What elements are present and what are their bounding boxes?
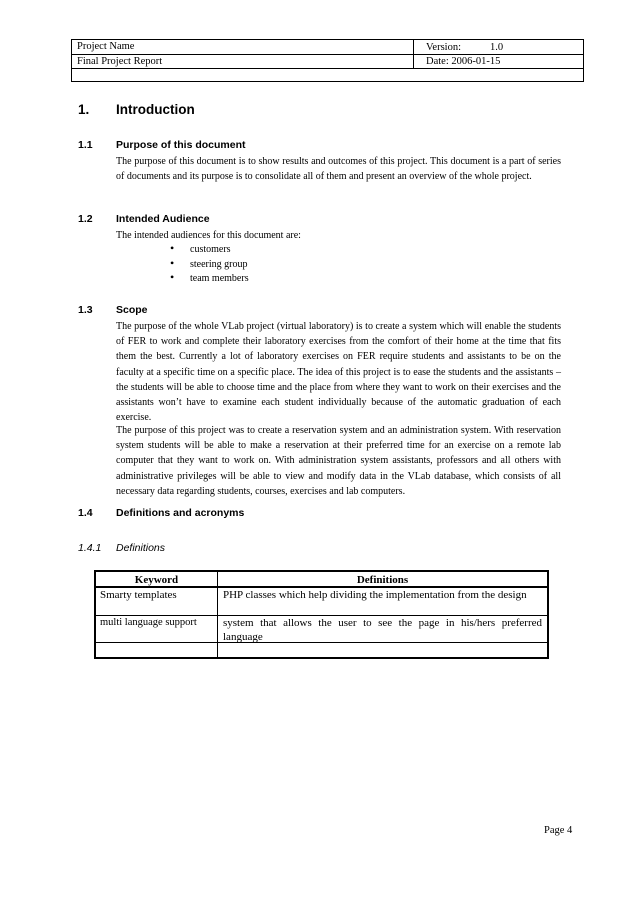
section-1-1-title: Purpose of this document xyxy=(116,139,246,151)
report-date: Date: 2006-01-15 xyxy=(426,56,501,67)
keyword-cell: multi language support xyxy=(100,617,197,628)
list-item xyxy=(170,270,249,285)
column-header-definitions: Definitions xyxy=(356,574,409,586)
scope-paragraph-1: The purpose of the whole VLab project (virtual laboratory) is to create a system which will enable the students of FER to work and complete their laboratory exercises from the comfort of their home at the time that fits them the best. Currently a lot of laboratory exercises on FER require students and assistants to be on the faculty at a specific time on a specific place. The idea of this project is to ease the students and the assistants – the students will be able to choose time and the place from where they want to work on their exercises and the assistants won’t have to examine each student individually because of the automatic graduation of each exercise. xyxy=(116,321,561,424)
bullet-icon: • xyxy=(170,241,175,255)
list-item xyxy=(170,241,249,256)
section-1-2-number: 1.2 xyxy=(78,213,93,225)
section-1-4-1-number: 1.4.1 xyxy=(78,542,102,554)
page-number: Page 4 xyxy=(544,825,573,836)
audience-intro: The intended audiences for this document are: xyxy=(116,230,301,241)
section-1-3-number: 1.3 xyxy=(78,304,93,316)
section-1-number: 1. xyxy=(78,102,90,117)
list-item-text: customers xyxy=(190,244,231,255)
version-label: Version: xyxy=(426,42,461,53)
bullet-icon: • xyxy=(170,270,175,284)
report-title: Final Project Report xyxy=(77,56,163,67)
section-1-2-title: Intended Audience xyxy=(116,213,210,225)
section-1-1-number: 1.1 xyxy=(78,139,93,151)
purpose-paragraph: The purpose of this document is to show results and outcomes of this project. This document is a part of series of documents and its purpose is to consolidate all of them and present an overview of the whole project. xyxy=(116,156,561,183)
definitions-table xyxy=(94,570,549,659)
audience-list xyxy=(170,241,249,285)
bullet-icon: • xyxy=(170,255,175,270)
project-name-label: Project Name xyxy=(77,41,135,52)
header-table xyxy=(71,39,584,82)
list-item-text: steering group xyxy=(190,258,248,270)
section-1-4-number: 1.4 xyxy=(78,507,93,519)
list-item-text: team members xyxy=(190,273,249,284)
section-1-4-title: Definitions and acronyms xyxy=(116,507,245,519)
keyword-cell: Smarty templates xyxy=(100,589,177,601)
definition-cell: system that allows the user to see the page in his/hers preferred language xyxy=(223,617,542,643)
definition-cell: PHP classes which help dividing the implementation from the design xyxy=(223,589,527,601)
section-1-4-1-title: Definitions xyxy=(116,542,166,554)
column-header-keyword: Keyword xyxy=(134,574,179,586)
list-item xyxy=(170,256,249,271)
section-1-title: Introduction xyxy=(116,102,195,117)
scope-paragraph-2: The purpose of this project was to create a reservation system and an administration system. With reservation system students will be able to make a reservation at their preferred time for an exercise on a remote lab computer that they want to work on. With administration system assistants, professors and all others with administrative privileges will be able to view and modify data in the VLab database, which consists of all necessary data regarding students, courses, exercises and lab computers. xyxy=(116,425,561,497)
section-1-3-title: Scope xyxy=(116,304,148,316)
version-value: 1.0 xyxy=(490,42,504,53)
